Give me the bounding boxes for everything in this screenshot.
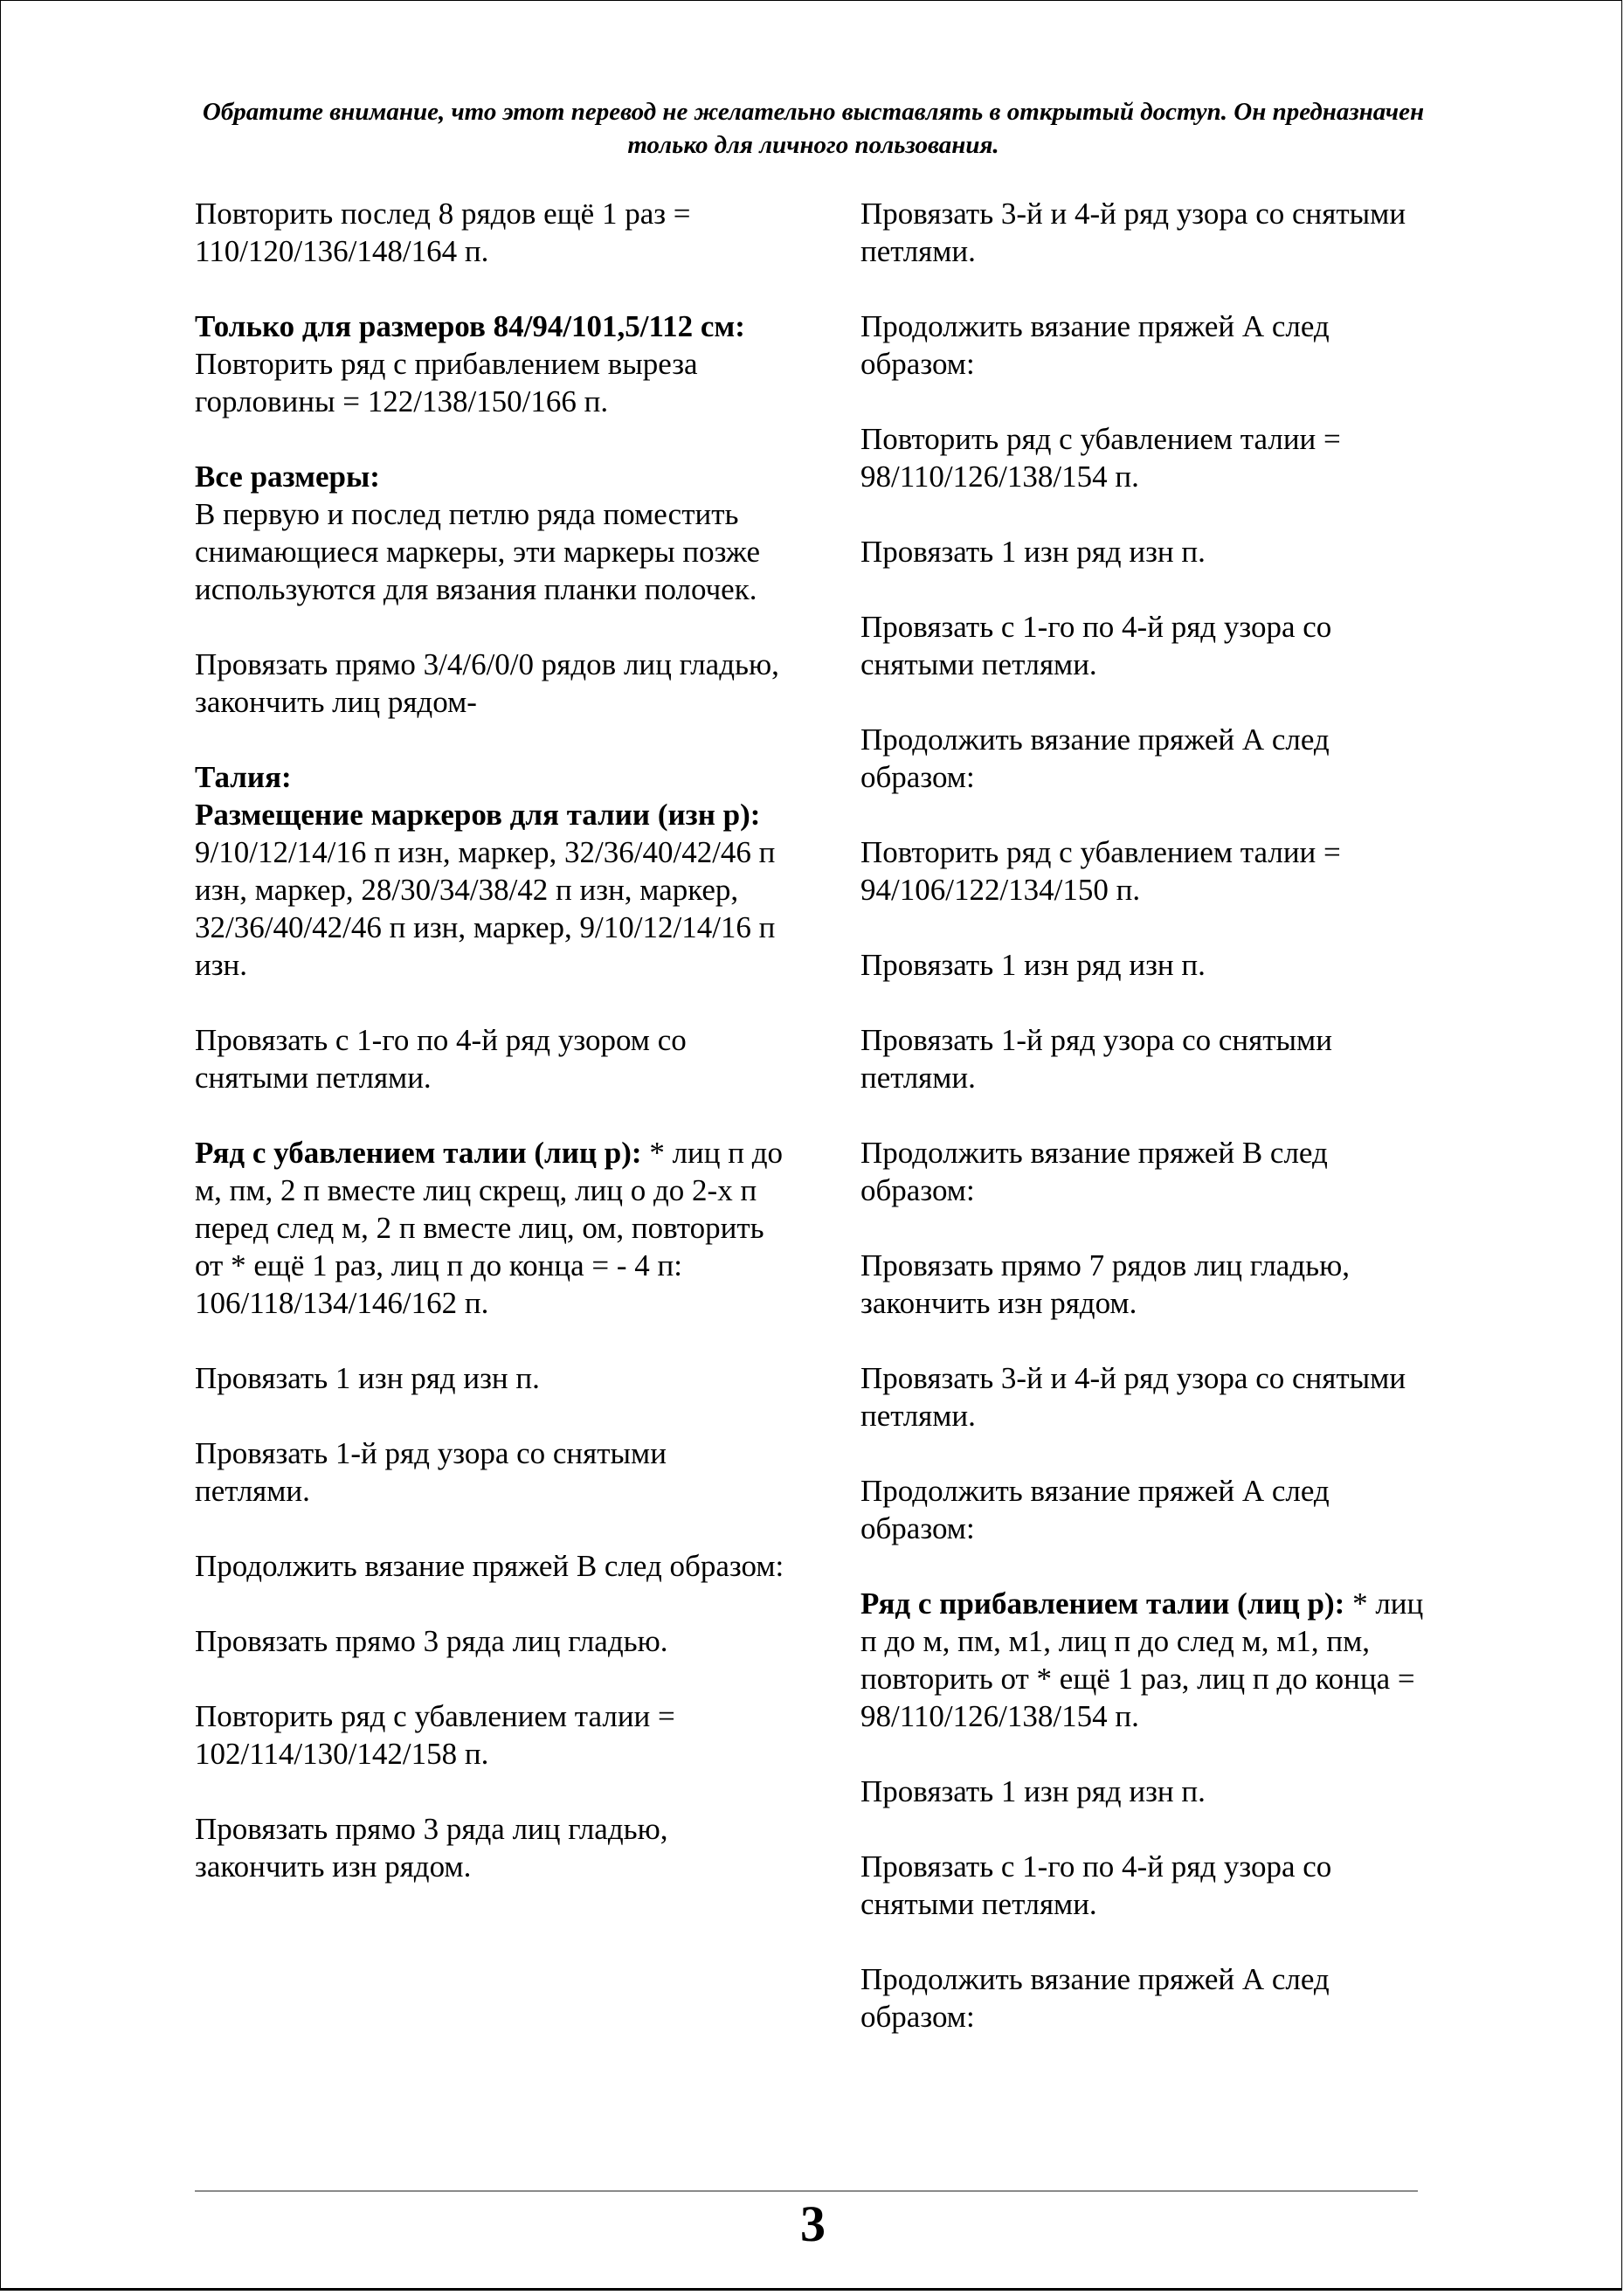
right-column bbox=[860, 195, 1437, 2073]
instruction-paragraph bbox=[195, 646, 789, 721]
instruction-paragraph bbox=[195, 1622, 789, 1660]
instruction-paragraph bbox=[860, 1773, 1437, 1810]
paragraph-text: Провязать прямо 3 ряда лиц гладью. bbox=[195, 1624, 668, 1658]
instruction-paragraph bbox=[860, 1960, 1437, 2036]
paragraph-text: Повторить ряд с прибавлением выреза горловины = 122/138/150/166 п. bbox=[195, 347, 698, 418]
paragraph-text: Провязать прямо 7 рядов лиц гладью, закончить изн рядом. bbox=[860, 1248, 1350, 1320]
paragraph-text: Провязать 1 изн ряд изн п. bbox=[195, 1361, 540, 1395]
instruction-paragraph bbox=[860, 1472, 1437, 1547]
paragraph-text: Провязать 1-й ряд узора со снятыми петлями. bbox=[195, 1436, 667, 1508]
instruction-paragraph bbox=[860, 946, 1437, 984]
paragraph-text: 9/10/12/14/16 п изн, маркер, 32/36/40/42/46 п изн, маркер, 28/30/34/38/42 п изн, маркер, 32/36/40/42/46 п изн, маркер, 9/10/12/14/16 п изн. bbox=[195, 835, 776, 982]
paragraph-text: Провязать 1 изн ряд изн п. bbox=[860, 535, 1206, 569]
section-heading: Ряд с прибавлением талии (лиц р): bbox=[860, 1586, 1345, 1621]
instruction-paragraph bbox=[195, 308, 789, 420]
instruction-paragraph bbox=[195, 195, 789, 270]
section-heading: Ряд с убавлением талии (лиц р): bbox=[195, 1136, 642, 1170]
instruction-paragraph bbox=[195, 1697, 789, 1773]
paragraph-text: Продолжить вязание пряжей А след образом: bbox=[860, 1962, 1330, 2034]
instruction-paragraph bbox=[860, 721, 1437, 796]
instruction-paragraph bbox=[195, 1810, 789, 1885]
page-number: 3 bbox=[800, 2195, 826, 2252]
section-heading: Только для размеров 84/94/101,5/112 см: bbox=[195, 309, 745, 343]
instruction-paragraph bbox=[860, 608, 1437, 683]
paragraph-text: Повторить ряд с убавлением талии = 98/110/126/138/154 п. bbox=[860, 422, 1341, 494]
paragraph-text: * лиц п до м, пм, 2 п вместе лиц скрещ, лиц о до 2-х п перед след м, 2 п вместе лиц, ом, повторить от * ещё 1 раз, лиц п до конца = - 4 п: 106/118/134/146/162 п. bbox=[195, 1136, 784, 1320]
instruction-paragraph bbox=[860, 1359, 1437, 1434]
paragraph-text: Провязать 1-й ряд узора со снятыми петлями. bbox=[860, 1023, 1332, 1095]
instruction-paragraph bbox=[860, 1585, 1437, 1735]
paragraph-text: Продолжить вязание пряжей А след образом: bbox=[860, 309, 1330, 381]
paragraph-text: Продолжить вязание пряжей В след образом: bbox=[195, 1549, 784, 1583]
instruction-paragraph bbox=[860, 1134, 1437, 1209]
instruction-paragraph bbox=[860, 1021, 1437, 1096]
paragraph-text: Провязать с 1-го по 4-й ряд узора со снятыми петлями. bbox=[860, 1849, 1332, 1921]
instruction-paragraph bbox=[195, 1134, 789, 1322]
paragraph-text: Провязать с 1-го по 4-й ряд узором со снятыми петлями. bbox=[195, 1023, 687, 1095]
paragraph-text: Провязать прямо 3 ряда лиц гладью, закончить изн рядом. bbox=[195, 1812, 668, 1884]
instruction-paragraph bbox=[195, 1547, 789, 1585]
paragraph-text: Провязать 1 изн ряд изн п. bbox=[860, 948, 1206, 982]
section-heading: Все размеры: bbox=[195, 460, 380, 494]
translation-notice: Обратите внимание, что этот перевод не желательно выставлять в открытый доступ. Он предназначен только для личного пользования. bbox=[202, 98, 1425, 159]
paragraph-text: Повторить послед 8 рядов ещё 1 раз = 110/120/136/148/164 п. bbox=[195, 197, 691, 268]
paragraph-text: Провязать прямо 3/4/6/0/0 рядов лиц гладью, закончить лиц рядом- bbox=[195, 647, 779, 719]
instruction-paragraph bbox=[195, 1359, 789, 1397]
paragraph-text: Провязать с 1-го по 4-й ряд узора со снятыми петлями. bbox=[860, 610, 1332, 681]
instruction-paragraph bbox=[195, 1021, 789, 1096]
section-heading: Талия: Размещение маркеров для талии (изн р): bbox=[195, 760, 761, 832]
instruction-paragraph bbox=[860, 420, 1437, 495]
paragraph-text: В первую и послед петлю ряда поместить снимающиеся маркеры, эти маркеры позже используются для вязания планки полочек. bbox=[195, 497, 761, 606]
instruction-paragraph bbox=[860, 1848, 1437, 1923]
instruction-paragraph bbox=[860, 195, 1437, 270]
paragraph-text: * лиц п до м, пм, м1, лиц п до след м, м1, пм, повторить от * ещё 1 раз, лиц п до конца = 98/110/126/138/154 п. bbox=[860, 1586, 1424, 1733]
instruction-paragraph bbox=[195, 458, 789, 608]
paragraph-text: Провязать 3-й и 4-й ряд узора со снятыми петлями. bbox=[860, 1361, 1406, 1433]
instruction-paragraph bbox=[860, 833, 1437, 909]
instruction-paragraph bbox=[860, 533, 1437, 570]
footer-divider bbox=[195, 2190, 1418, 2192]
instruction-paragraph bbox=[195, 758, 789, 984]
paragraph-text: Продолжить вязание пряжей А след образом: bbox=[860, 1474, 1330, 1545]
paragraph-text: Повторить ряд с убавлением талии = 102/114/130/142/158 п. bbox=[195, 1699, 675, 1771]
paragraph-text: Продолжить вязание пряжей В след образом: bbox=[860, 1136, 1328, 1207]
paragraph-text: Повторить ряд с убавлением талии = 94/106/122/134/150 п. bbox=[860, 835, 1341, 907]
paragraph-text: Продолжить вязание пряжей А след образом: bbox=[860, 722, 1330, 794]
left-column bbox=[195, 195, 789, 1923]
paragraph-text: Провязать 1 изн ряд изн п. bbox=[860, 1774, 1206, 1808]
instruction-paragraph bbox=[860, 308, 1437, 383]
paragraph-text: Провязать 3-й и 4-й ряд узора со снятыми петлями. bbox=[860, 197, 1406, 268]
instruction-paragraph bbox=[860, 1247, 1437, 1322]
instruction-paragraph bbox=[195, 1434, 789, 1510]
